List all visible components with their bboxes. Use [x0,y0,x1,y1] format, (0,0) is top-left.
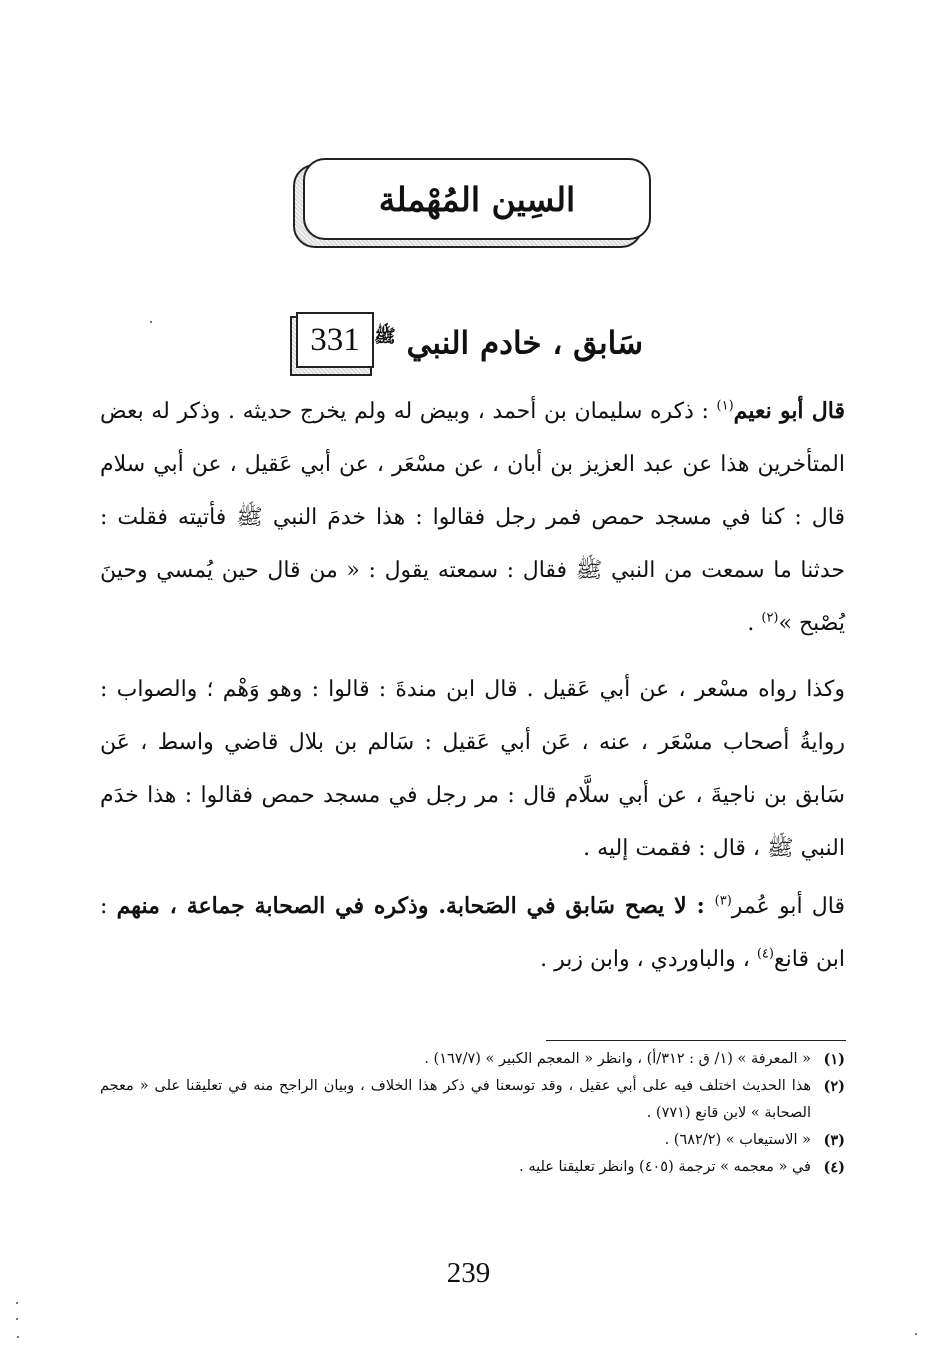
footnote [100,1046,845,1073]
footnotes [100,1046,845,1181]
footnote [100,1073,845,1127]
entry-heading [280,310,670,376]
footnote-ref-4: (٤) [756,946,774,962]
paragraph-1-end: . [747,611,762,636]
paragraph-2 [100,663,845,875]
entry-title [374,325,643,361]
footnote [100,1154,845,1181]
entry-title-text: سَابق ، خادم النبي [406,325,644,362]
footnote-number: (٣) [823,1132,845,1149]
footnote-divider [546,1040,846,1041]
footnote-text: في « معجمه » ترجمة (٤٠٥) وانظر تعليقنا عليه . [519,1159,811,1175]
section-header-box [303,158,651,240]
paragraph-1 [100,385,845,650]
footnote-text: « الاستيعاب » (٦٨٢/٢) . [664,1132,811,1148]
page-number: 239 [446,1257,491,1289]
paragraph-1-lead: قال أبو نعيم [733,398,846,424]
footnote-ref-1: (١) [716,398,734,414]
paragraph-3 [100,880,845,986]
paragraph-3-end: ، والباوردي ، وابن زبر . [540,947,757,972]
scan-speck [17,1336,19,1338]
paragraph-3-bold-text: : لا يصح سَابق في الصَحابة. وذكره في الصحابة جماعة ، منهم [116,893,715,919]
section-header [293,158,651,246]
footnote-number: (٤) [823,1159,845,1176]
entry-number: 331 [296,312,374,368]
entry-number-frame [290,312,374,374]
footnote-number: (١) [823,1051,845,1068]
footnote-text: « المعرفة » (١/ ق : ٣١٢/أ) ، وانظر « المعجم الكبير » (١٦٧/٧) . [424,1051,811,1067]
footnote-ref-2: (٢) [761,610,779,626]
footnote-ref-3: (٣) [714,893,732,909]
footnote-text: هذا الحديث اختلف فيه على أبي عقيل ، وقد توسعنا في ذكر هذا الخلاف ، وبيان الراجح منه في تعليقنا على « معجم الصحابة » لابن قانع (٧٧١) . [100,1078,811,1121]
paragraph-3-lead: قال أبو عُمر [731,894,846,919]
honorific-symbol: ﷺ [374,325,396,347]
scan-speck [150,321,152,323]
scan-speck [16,1318,18,1320]
footnote [100,1127,845,1154]
scan-speck [16,1302,18,1304]
section-title: السِين المُهْملة [378,179,576,219]
paragraph-1-text: : ذكره سليمان بن أحمد ، وبيض له ولم يخرج حديثه . وذكر له بعض المتأخرين هذا عن عبد العزيز بن أبان ، عن مسْعَر ، عن أبي عَقيل ، عن أبي سلام قال : كنا في مسجد حمص فمر رجل فقالوا : هذا خدمَ النبي ﷺ فأتيته فقلت : حدثنا ما سمعت من النبي ﷺ فقال : سمعته يقول : « من قال حين يُمسي وحينَ يُصْبح » [100,399,845,636]
footnote-number: (٢) [823,1078,845,1095]
paragraph-3-text: : ابن قانع [100,894,845,972]
scan-speck [915,1333,917,1335]
paragraph-2-text: وكذا رواه مسْعر ، عن أبي عَقيل . قال ابن مندةَ : قالوا : وهو وَهْم ؛ والصواب : روايةُ أصحاب مسْعَر ، عنه ، عَن أبي عَقيل : سَالم بن بلال قاضي واسط ، عَن سَابق بن ناجيةَ ، عن أبي سلَّام قال : مر رجل في مسجد حمص فقالوا : هذا خدَم النبي ﷺ ، قال : فقمت إليه . [100,677,845,861]
